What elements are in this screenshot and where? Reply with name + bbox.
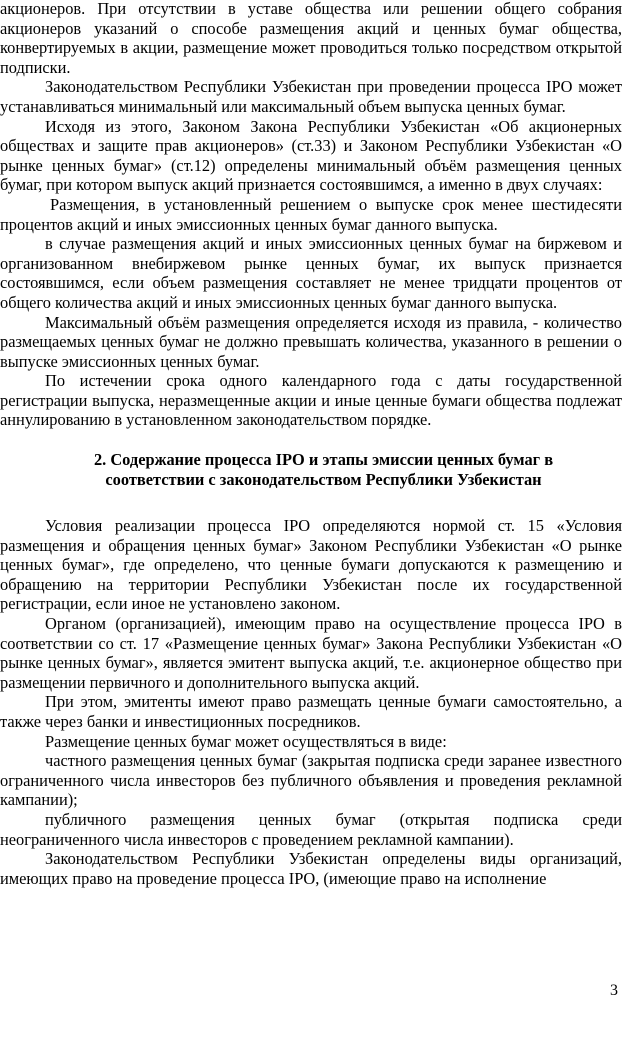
paragraph: При этом, эмитенты имеют право размещать ценные бумаги самостоятельно, а также через банки и инвестиционных посредников. — [0, 692, 622, 731]
paragraph: Законодательством Республики Узбекистан определены виды организаций, имеющих право на проведение процесса IPO, (имеющие право на исполнение — [0, 849, 622, 888]
paragraph: Размещение ценных бумаг может осуществляться в виде: — [45, 731, 447, 751]
paragraph: Законодательством Республики Узбекистан при проведении процесса IPO может устанавливаться минимальный или максимальный объем выпуска ценных бумаг. — [0, 77, 622, 116]
paragraph-case-two: в случае размещения акций и иных эмиссионных ценных бумаг на биржевом и организованном внебиржевом рынке ценных бумаг, их выпуск признается состоявшимся, если объем размещения составляет не менее тридцати процентов от общего количества акций и иных эмиссионных ценных бумаг данного выпуска. — [0, 234, 622, 312]
paragraph: Максимальный объём размещения определяется исходя из правила, - количество размещаемых ценных бумаг не должно превышать количества, указанного в решении о выпуске эмиссионных ценных бумаг. — [0, 312, 622, 371]
paragraph: Исходя из этого, Законом Закона Республики Узбекистан «Об акционерных обществах и защите прав акционеров» (ст.33) и Законом Республики Узбекистан «О рынке ценных бумаг» (ст.12) определены минимальный объём размещения ценных бумаг, при котором выпуск акций признается состоявшимся, а именно в двух случаях: — [0, 116, 622, 195]
paragraph: Условия реализации процесса IPO определяются нормой ст. 15 «Условия размещения и обращения ценных бумаг» Законом Республики Узбекистан «О рынке ценных бумаг», где определено, что ценные бумаги допускаются к размещению и обращению на территории Республики Узбекистан после их государственной регистрации, если иное не установлено законом. — [0, 516, 622, 614]
page-number: 3 — [610, 982, 618, 999]
section-heading: 2. Содержание процесса IPO и этапы эмиссии ценных бумаг в соответствии с законодательством Республики Узбекистан — [93, 450, 554, 490]
paragraph-continued: акционеров. При отсутствии в уставе общества или решении общего собрания акционеров указаний о способе размещения акций и ценных бумаг общества, конвертируемых в акции, размещение может проводиться только посредством открытой подписки. — [0, 0, 622, 77]
list-item-public-placement: публичного размещения ценных бумаг (открытая подписка среди неограниченного числа инвесторов с проведением рекламной кампании). — [0, 809, 622, 849]
paragraph: Органом (организацией), имеющим право на осуществление процесса IPO в соответствии со ст. 17 «Размещение ценных бумаг» Закона Республики Узбекистан «О рынке ценных бумаг», является эмитент выпуска акций, т.е. акционерное общество при размещении первичного и дополнительного выпуска акций. — [0, 614, 622, 692]
list-item-private-placement: частного размещения ценных бумаг (закрытая подписка среди заранее известного ограниченного числа инвесторов без публичного объявления и проведения рекламной кампании); — [0, 751, 622, 810]
paragraph: По истечении срока одного календарного года с даты государственной регистрации выпуска, неразмещенные акции и иные ценные бумаги общества подлежат аннулированию в установленном законодательством порядке. — [0, 371, 622, 430]
paragraph-case-one: Размещения, в установленный решением о выпуске срок менее шестидесяти процентов акций и иных эмиссионных ценных бумаг данного выпуска. — [0, 194, 622, 234]
